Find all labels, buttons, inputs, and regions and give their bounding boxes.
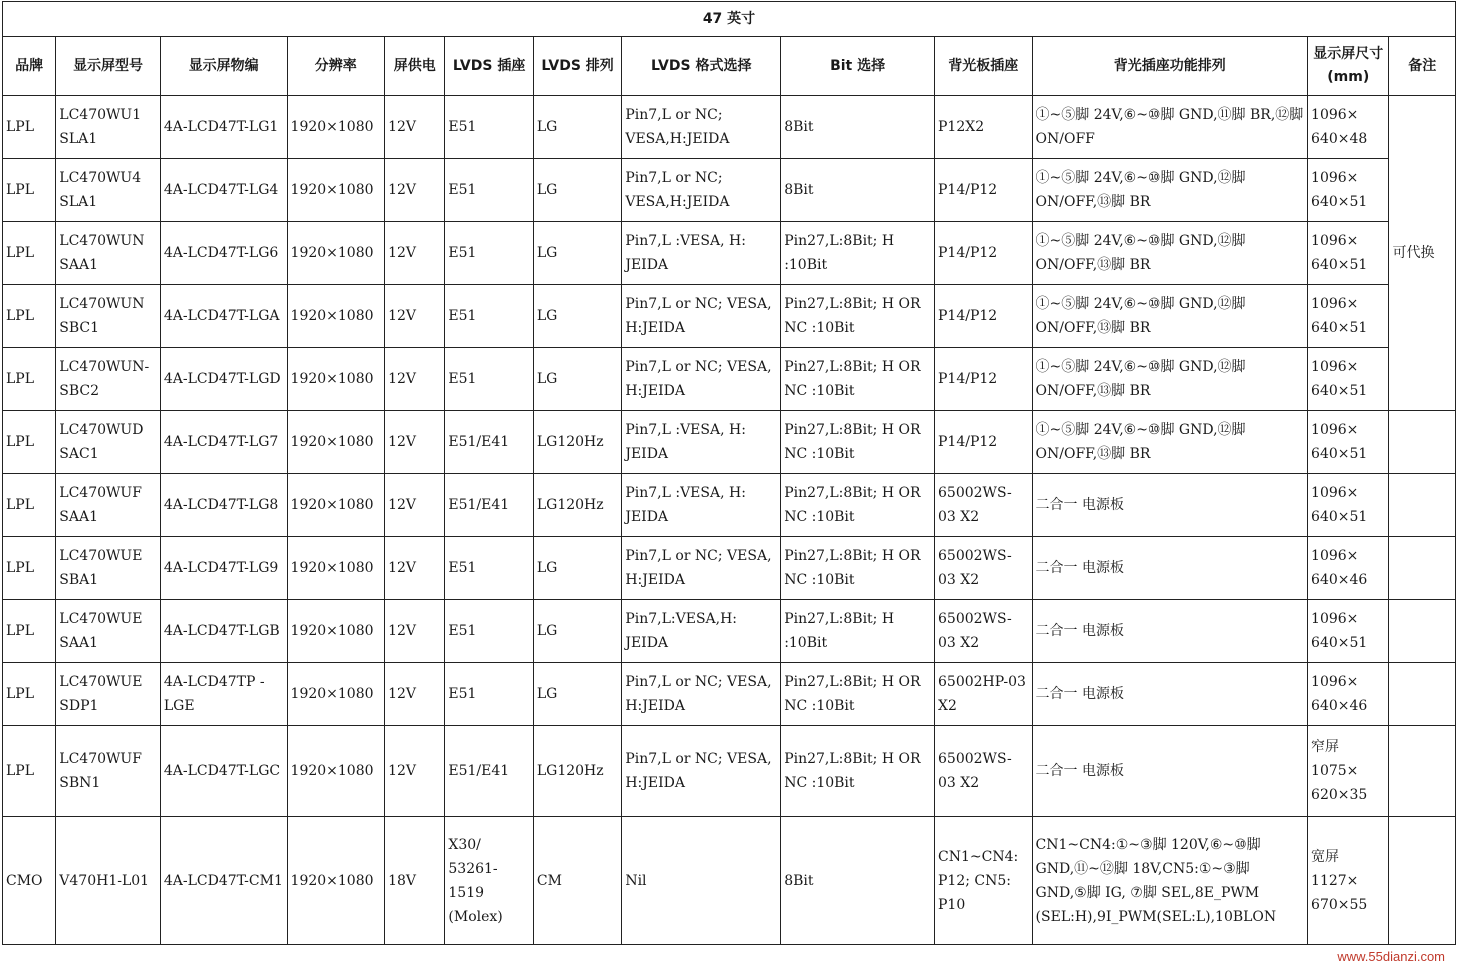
cell-size: 1096× 640×51 [1308,285,1389,348]
cell-power: 12V [385,348,445,411]
cell-lvds-format: Pin7,L or NC; VESA, H:JEIDA [622,348,781,411]
cell-brand: LPL [3,726,56,817]
cell-power: 12V [385,663,445,726]
watermark: www.55dianzi.com [1337,949,1445,964]
header-resolution: 分辨率 [287,37,385,96]
cell-lvds-socket: E51 [445,537,533,600]
cell-lvds-arrange: LG [533,96,621,159]
cell-part: 4A-LCD47T-LG7 [160,411,287,474]
cell-bit: Pin27,L:8Bit; H :10Bit [781,222,935,285]
cell-remark: 可代换 [1389,96,1456,411]
cell-bl-socket: P12X2 [935,96,1033,159]
header-lvds-format: LVDS 格式选择 [622,37,781,96]
table-row [3,537,1456,600]
cell-bit: 8Bit [781,817,935,945]
cell-brand: LPL [3,96,56,159]
table-row [3,411,1456,474]
cell-bl-socket: P14/P12 [935,348,1033,411]
cell-resolution: 1920×1080 [287,663,385,726]
cell-size: 1096× 640×51 [1308,222,1389,285]
cell-brand: LPL [3,285,56,348]
cell-part: 4A-LCD47T-LGB [160,600,287,663]
cell-remark-empty [1389,537,1456,600]
cell-remark-empty [1389,600,1456,663]
cell-size: 1096× 640×51 [1308,411,1389,474]
cell-lvds-format: Pin7,L or NC; VESA,H:JEIDA [622,96,781,159]
cell-brand: LPL [3,411,56,474]
table-row [3,348,1456,411]
table-row [3,600,1456,663]
cell-bl-function: ①~⑤脚 24V,⑥~⑩脚 GND,⑫脚 ON/OFF,⑬脚 BR [1032,348,1308,411]
cell-bl-function: CN1~CN4:①~③脚 120V,⑥~⑩脚 GND,⑪~⑫脚 18V,CN5:①~③脚 GND,⑤脚 IG, ⑦脚 SEL,8E_PWM (SEL:H),9I_PWM(SEL:L),10BLON [1032,817,1308,945]
cell-resolution: 1920×1080 [287,96,385,159]
cell-size: 窄屏 1075× 620×35 [1308,726,1389,817]
cell-brand: LPL [3,474,56,537]
header-bl-socket: 背光板插座 [935,37,1033,96]
cell-model: LC470WUE SBA1 [56,537,161,600]
cell-lvds-format: Pin7,L :VESA, H: JEIDA [622,222,781,285]
cell-bl-function: ①~⑤脚 24V,⑥~⑩脚 GND,⑫脚 ON/OFF,⑬脚 BR [1032,411,1308,474]
cell-bl-function: ①~⑤脚 24V,⑥~⑩脚 GND,⑫脚 ON/OFF,⑬脚 BR [1032,222,1308,285]
header-bl-function: 背光插座功能排列 [1032,37,1308,96]
cell-brand: LPL [3,348,56,411]
table-row [3,222,1456,285]
cell-power: 12V [385,474,445,537]
cell-part: 4A-LCD47T-LGA [160,285,287,348]
cell-bit: Pin27,L:8Bit; H OR NC :10Bit [781,411,935,474]
cell-remark-empty [1389,817,1456,945]
cell-lvds-arrange: LG [533,348,621,411]
cell-lvds-arrange: LG [533,663,621,726]
cell-part: 4A-LCD47T-LGD [160,348,287,411]
header-part: 显示屏物编 [160,37,287,96]
header-power: 屏供电 [385,37,445,96]
cell-bl-socket: P14/P12 [935,411,1033,474]
cell-lvds-socket: E51 [445,600,533,663]
cell-lvds-arrange: LG120Hz [533,474,621,537]
table-row [3,474,1456,537]
cell-lvds-format: Pin7,L or NC; VESA, H:JEIDA [622,663,781,726]
cell-bit: Pin27,L:8Bit; H OR NC :10Bit [781,474,935,537]
cell-lvds-socket: E51 [445,285,533,348]
cell-resolution: 1920×1080 [287,222,385,285]
table-row [3,285,1456,348]
cell-size: 1096× 640×46 [1308,537,1389,600]
cell-size: 1096× 640×51 [1308,600,1389,663]
header-bit: Bit 选择 [781,37,935,96]
cell-bit: 8Bit [781,159,935,222]
cell-lvds-arrange: LG120Hz [533,726,621,817]
cell-resolution: 1920×1080 [287,726,385,817]
cell-lvds-socket: E51/E41 [445,474,533,537]
table-title: 47 英寸 [3,2,1456,37]
cell-model: LC470WUN SAA1 [56,222,161,285]
cell-bl-socket: 65002WS-03 X2 [935,537,1033,600]
cell-model: LC470WU4 SLA1 [56,159,161,222]
cell-bit: Pin27,L:8Bit; H OR NC :10Bit [781,726,935,817]
cell-model: LC470WUF SAA1 [56,474,161,537]
cell-resolution: 1920×1080 [287,159,385,222]
cell-power: 18V [385,817,445,945]
cell-bl-socket: 65002WS-03 X2 [935,600,1033,663]
cell-remark-empty [1389,411,1456,474]
cell-bl-function: ①~⑤脚 24V,⑥~⑩脚 GND,⑫脚 ON/OFF,⑬脚 BR [1032,285,1308,348]
cell-lvds-socket: E51 [445,222,533,285]
cell-part: 4A-LCD47TP -LGE [160,663,287,726]
cell-bl-socket: P14/P12 [935,159,1033,222]
cell-bl-socket: P14/P12 [935,285,1033,348]
cell-bl-function: ①~⑤脚 24V,⑥~⑩脚 GND,⑫脚 ON/OFF,⑬脚 BR [1032,159,1308,222]
cell-power: 12V [385,537,445,600]
table-row [3,726,1456,817]
cell-bit: 8Bit [781,96,935,159]
table-row [3,96,1456,159]
header-lvds-arrange: LVDS 排列 [533,37,621,96]
cell-power: 12V [385,222,445,285]
header-model: 显示屏型号 [56,37,161,96]
cell-resolution: 1920×1080 [287,537,385,600]
cell-bit: Pin27,L:8Bit; H OR NC :10Bit [781,348,935,411]
cell-bl-function: 二合一 电源板 [1032,726,1308,817]
cell-part: 4A-LCD47T-LG9 [160,537,287,600]
cell-lvds-arrange: CM [533,817,621,945]
cell-size: 1096× 640×48 [1308,96,1389,159]
cell-lvds-format: Pin7,L or NC; VESA, H:JEIDA [622,726,781,817]
cell-model: LC470WUN SBC1 [56,285,161,348]
cell-size: 1096× 640×46 [1308,663,1389,726]
cell-brand: LPL [3,222,56,285]
cell-power: 12V [385,726,445,817]
cell-bl-function: ①~⑤脚 24V,⑥~⑩脚 GND,⑪脚 BR,⑫脚 ON/OFF [1032,96,1308,159]
cell-resolution: 1920×1080 [287,411,385,474]
cell-part: 4A-LCD47T-LG1 [160,96,287,159]
cell-part: 4A-LCD47T-LG8 [160,474,287,537]
cell-remark-empty [1389,726,1456,817]
cell-power: 12V [385,96,445,159]
cell-part: 4A-LCD47T-CM1 [160,817,287,945]
cell-power: 12V [385,159,445,222]
cell-bit: Pin27,L:8Bit; H OR NC :10Bit [781,663,935,726]
cell-lvds-socket: X30/ 53261- 1519 (Molex) [445,817,533,945]
cell-resolution: 1920×1080 [287,474,385,537]
cell-lvds-arrange: LG [533,600,621,663]
cell-resolution: 1920×1080 [287,285,385,348]
cell-part: 4A-LCD47T-LG6 [160,222,287,285]
cell-lvds-arrange: LG [533,285,621,348]
cell-lvds-socket: E51/E41 [445,726,533,817]
cell-lvds-arrange: LG120Hz [533,411,621,474]
spec-table [2,1,1456,945]
cell-lvds-socket: E51 [445,96,533,159]
cell-resolution: 1920×1080 [287,600,385,663]
cell-lvds-format: Pin7,L:VESA,H: JEIDA [622,600,781,663]
cell-brand: LPL [3,159,56,222]
cell-part: 4A-LCD47T-LGC [160,726,287,817]
cell-model: V470H1-L01 [56,817,161,945]
cell-lvds-format: Pin7,L or NC; VESA,H:JEIDA [622,159,781,222]
cell-lvds-format: Nil [622,817,781,945]
cell-lvds-socket: E51 [445,348,533,411]
cell-lvds-socket: E51/E41 [445,411,533,474]
cell-part: 4A-LCD47T-LG4 [160,159,287,222]
cell-bl-socket: 65002WS-03 X2 [935,726,1033,817]
cell-lvds-arrange: LG [533,159,621,222]
cell-model: LC470WUD SAC1 [56,411,161,474]
table-row [3,663,1456,726]
cell-resolution: 1920×1080 [287,348,385,411]
cell-bit: Pin27,L:8Bit; H :10Bit [781,600,935,663]
cell-bit: Pin27,L:8Bit; H OR NC :10Bit [781,537,935,600]
cell-resolution: 1920×1080 [287,817,385,945]
cell-model: LC470WUE SDP1 [56,663,161,726]
cell-bl-socket: 65002HP-03 X2 [935,663,1033,726]
cell-lvds-socket: E51 [445,663,533,726]
cell-lvds-socket: E51 [445,159,533,222]
table-row [3,159,1456,222]
header-lvds-socket: LVDS 插座 [445,37,533,96]
cell-model: LC470WU1 SLA1 [56,96,161,159]
cell-model: LC470WUN- SBC2 [56,348,161,411]
cell-bl-function: 二合一 电源板 [1032,537,1308,600]
cell-brand: LPL [3,663,56,726]
cell-brand: LPL [3,600,56,663]
header-size: 显示屏尺寸(mm) [1308,37,1389,96]
cell-model: LC470WUE SAA1 [56,600,161,663]
cell-brand: CMO [3,817,56,945]
cell-lvds-format: Pin7,L :VESA, H: JEIDA [622,411,781,474]
header-remark: 备注 [1389,37,1456,96]
cell-bl-function: 二合一 电源板 [1032,663,1308,726]
cell-lvds-arrange: LG [533,222,621,285]
table-row [3,817,1456,945]
cell-lvds-format: Pin7,L or NC; VESA, H:JEIDA [622,537,781,600]
cell-power: 12V [385,600,445,663]
cell-model: LC470WUF SBN1 [56,726,161,817]
cell-size: 1096× 640×51 [1308,348,1389,411]
cell-power: 12V [385,285,445,348]
cell-bl-socket: P14/P12 [935,222,1033,285]
cell-remark-empty [1389,474,1456,537]
cell-size: 宽屏 1127× 670×55 [1308,817,1389,945]
cell-bl-socket: 65002WS-03 X2 [935,474,1033,537]
cell-power: 12V [385,411,445,474]
cell-remark-empty [1389,663,1456,726]
cell-bl-socket: CN1~CN4: P12; CN5: P10 [935,817,1033,945]
cell-brand: LPL [3,537,56,600]
cell-size: 1096× 640×51 [1308,474,1389,537]
cell-lvds-format: Pin7,L :VESA, H: JEIDA [622,474,781,537]
header-brand: 品牌 [3,37,56,96]
cell-bl-function: 二合一 电源板 [1032,600,1308,663]
cell-bl-function: 二合一 电源板 [1032,474,1308,537]
cell-bit: Pin27,L:8Bit; H OR NC :10Bit [781,285,935,348]
cell-lvds-format: Pin7,L or NC; VESA, H:JEIDA [622,285,781,348]
cell-size: 1096× 640×51 [1308,159,1389,222]
cell-lvds-arrange: LG [533,537,621,600]
